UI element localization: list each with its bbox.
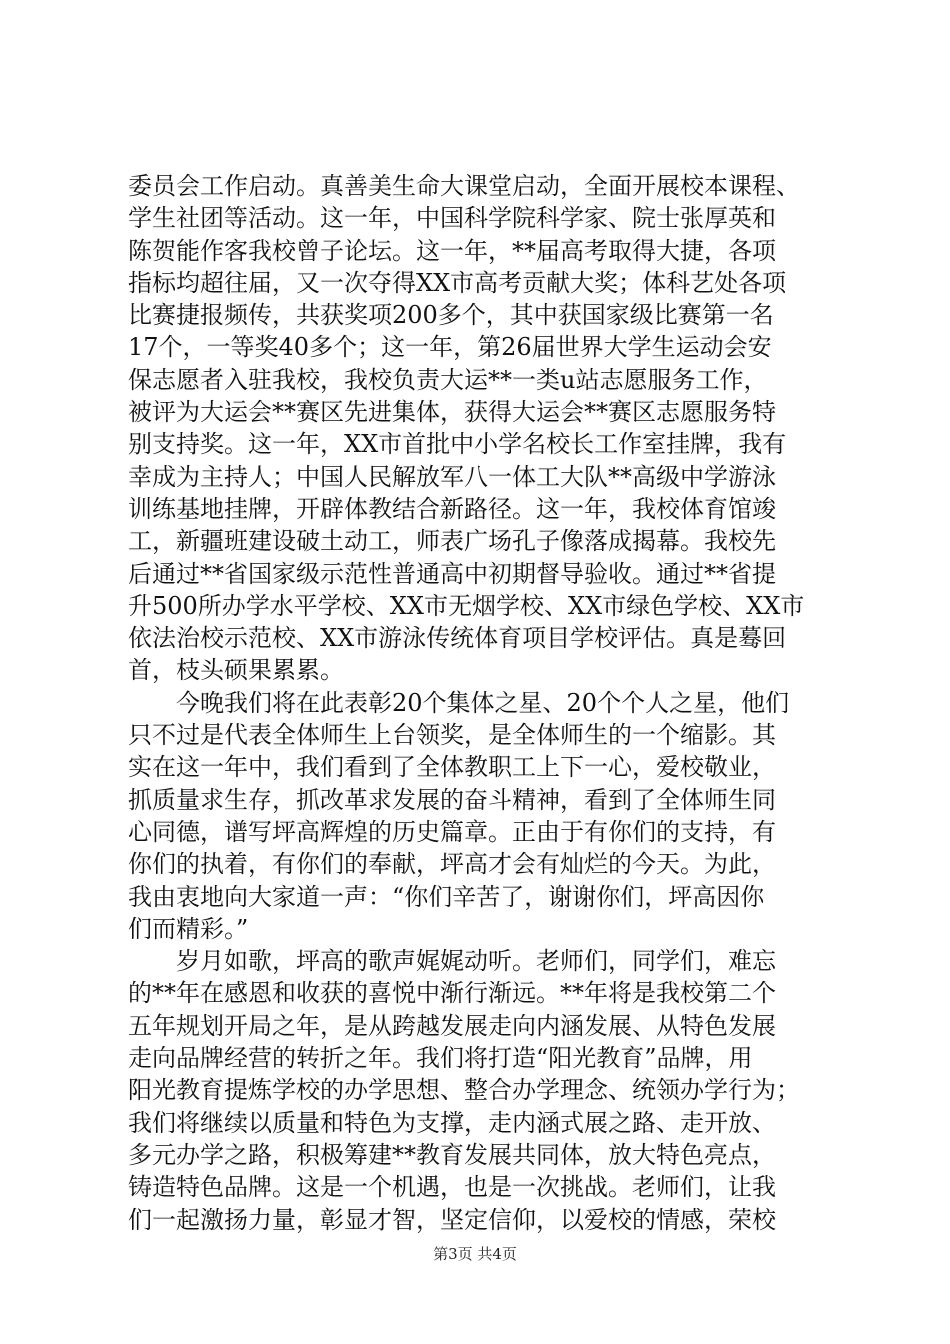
text-line: 岁月如歌，坪高的歌声娓娓动听。老师们，同学们，难忘 bbox=[128, 947, 776, 976]
text-line: 们一起激扬力量，彰显才智，坚定信仰，以爱校的情感，荣校 bbox=[128, 1205, 776, 1234]
text-line: 首，枝头硕果累累。 bbox=[128, 656, 344, 685]
text-line: 只不过是代表全体师生上台领奖，是全体师生的一个缩影。其 bbox=[128, 721, 776, 750]
text-line: 17个，一等奖40多个；这一年，第26届世界大学生运动会安 bbox=[128, 333, 772, 362]
text-line: 别支持奖。这一年，XX市首批中小学名校长工作室挂牌，我有 bbox=[128, 430, 787, 459]
document-body bbox=[128, 170, 828, 1236]
text-line: 今晚我们将在此表彰20个集体之星、20个个人之星，他们 bbox=[128, 688, 790, 717]
text-line: 抓质量求生存，抓改革求发展的奋斗精神，看到了全体师生同 bbox=[128, 785, 776, 814]
text-line: 多元办学之路，积极筹建**教育发展共同体，放大特色亮点， bbox=[128, 1140, 776, 1169]
text-line: 指标均超往届，又一次夺得XX市高考贡献大奖；体科艺处各项 bbox=[128, 268, 787, 297]
text-line: 实在这一年中，我们看到了全体教职工上下一心，爱校敬业， bbox=[128, 753, 776, 782]
text-line: 幸成为主持人；中国人民解放军八一体工大队**高级中学游泳 bbox=[128, 462, 776, 491]
text-line: 委员会工作启动。真善美生命大课堂启动，全面开展校本课程、 bbox=[128, 172, 800, 200]
text-line: 我们将继续以质量和特色为支撑，走内涵式展之路、走开放、 bbox=[128, 1108, 776, 1137]
page-number-footer: 第3页 共4页 bbox=[433, 1245, 517, 1263]
text-line: 阳光教育提炼学校的办学思想、整合办学理念、统领办学行为； bbox=[128, 1076, 800, 1105]
text-line: 工，新疆班建设破土动工，师表广场孔子像落成揭幕。我校先 bbox=[128, 527, 776, 556]
text-line: 们而精彩。” bbox=[128, 914, 249, 943]
text-line: 心同德，谱写坪高辉煌的历史篇章。正由于有你们的支持，有 bbox=[128, 817, 776, 846]
text-line: 升500所办学水平学校、XX市无烟学校、XX市绿色学校、XX市 bbox=[128, 591, 805, 620]
text-line: 训练基地挂牌，开辟体教结合新路径。这一年，我校体育馆竣 bbox=[128, 494, 776, 523]
text-line: 比赛捷报频传，共获奖项200多个，其中获国家级比赛第一名 bbox=[128, 301, 774, 330]
text-line: 走向品牌经营的转折之年。我们将打造“阳光教育”品牌，用 bbox=[128, 1044, 753, 1073]
text-line: 后通过**省国家级示范性普通高中初期督导验收。通过**省提 bbox=[128, 559, 776, 588]
text-line: 陈贺能作客我校曾子论坛。这一年，**届高考取得大捷，各项 bbox=[128, 236, 776, 265]
text-line: 保志愿者入驻我校，我校负责大运**一类u站志愿服务工作， bbox=[128, 365, 768, 394]
text-line: 被评为大运会**赛区先进集体，获得大运会**赛区志愿服务特 bbox=[128, 398, 776, 427]
text-line: 依法治校示范校、XX市游泳传统体育项目学校评估。真是蓦回 bbox=[128, 624, 787, 653]
text-line: 你们的执着，有你们的奉献，坪高才会有灿烂的今天。为此， bbox=[128, 850, 776, 879]
text-line: 学生社团等活动。这一年，中国科学院科学家、院士张厚英和 bbox=[128, 204, 776, 233]
text-line: 我由衷地向大家道一声：“你们辛苦了，谢谢你们，坪高因你 bbox=[128, 882, 765, 911]
text-line: 的**年在感恩和收获的喜悦中渐行渐远。**年将是我校第二个 bbox=[128, 979, 776, 1008]
text-line: 五年规划开局之年，是从跨越发展走向内涵发展、从特色发展 bbox=[128, 1011, 776, 1040]
text-line: 铸造特色品牌。这是一个机遇，也是一次挑战。老师们，让我 bbox=[128, 1173, 776, 1202]
